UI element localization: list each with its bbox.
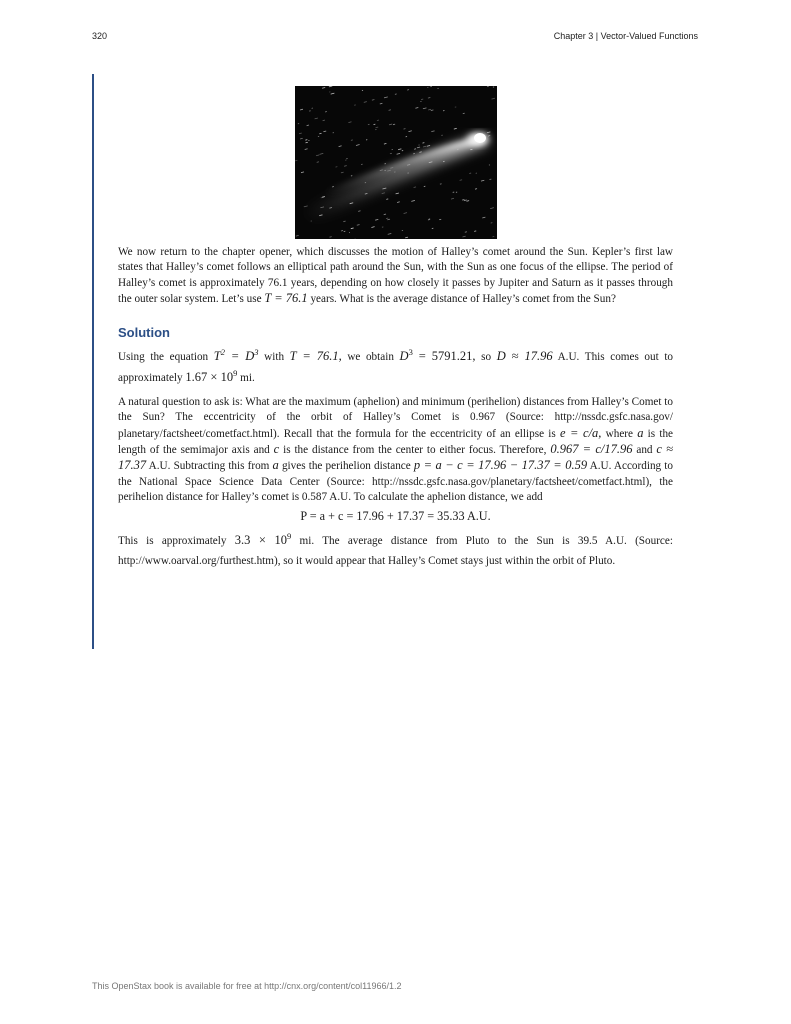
- footer-note: This OpenStax book is available for free at http://cnx.org/content/col11966/1.2: [92, 981, 402, 991]
- aphelion-equation: P = a + c = 17.96 + 17.37 = 35.33 A.U.: [300, 509, 491, 524]
- math-period: T = 76.1: [264, 290, 308, 305]
- eccentricity-paragraph: A natural question to ask is: What are the maximum (aphelion) and minimum (perihelion) distances from Halley’s Comet to the Sun? The eccentricity of the orbit of Halley’s Comet is 0.967 (Source: http://nssdc.gsfc.nasa.gov/ planetary/factsheet/cometfact.html). Recall that the formula for the eccentricity of an ellipse is e = c/a, where a is the length of the semimajor axis and c is the distance from the center to either focus. Therefore, 0.967 = c/17.96 and c ≈ 17.37 A.U. Subtracting this from a gives the perihelion distance p = a − c = 17.96 − 17.37 = 0.59 A.U. According to the National Space Science Data Center (Source: http://nssdc.gsfc.nasa.gov/planetary/factsheet/cometfact.html), the perihelion distance for Halley’s comet is 0.587 A.U. To calculate the aphelion distance, we add: [118, 396, 674, 503]
- comet-photo: [295, 86, 497, 239]
- page-number: 320: [92, 31, 108, 41]
- solution-heading: Solution: [118, 325, 170, 341]
- body-content: [118, 245, 673, 571]
- margin-bar: [92, 74, 94, 649]
- conclusion-paragraph: This is approximately $3.3 \times 10^9$ mi. The average distance from Pluto to the Sun is 39.5 A.U. (Source: http://www.oarval.org/furthest.htm), so it would appear that Halley’s Comet stays just within the orbit of Pluto.: [118, 531, 673, 568]
- solution-paragraph: Using the equation $T^2 = D^3$ with T = 76.1, we obtain $D^3 = 5791.21$, so D ≈ 17.96 A.U. This comes out to approximately $1.67 \times 10^9$ mi.: [118, 347, 674, 385]
- kepler-equation: $T^2 = D^3$: [213, 347, 259, 364]
- intro-paragraph: We now return to the chapter opener, which discusses the motion of Halley’s comet around the Sun. Kepler’s first law states that Halley’s comet follows an elliptical path around the Sun, with the Sun as one focus of the ellipse. The period of Halley’s comet is approximately 76.1 years, depending on how closely it passes by Jupiter and Saturn as it passes through the outer solar system. Let’s use T = 76.1 years. What is the average distance of Halley’s comet from the Sun?: [118, 246, 673, 305]
- chapter-title: Chapter 3 | Vector-Valued Functions: [553, 31, 698, 41]
